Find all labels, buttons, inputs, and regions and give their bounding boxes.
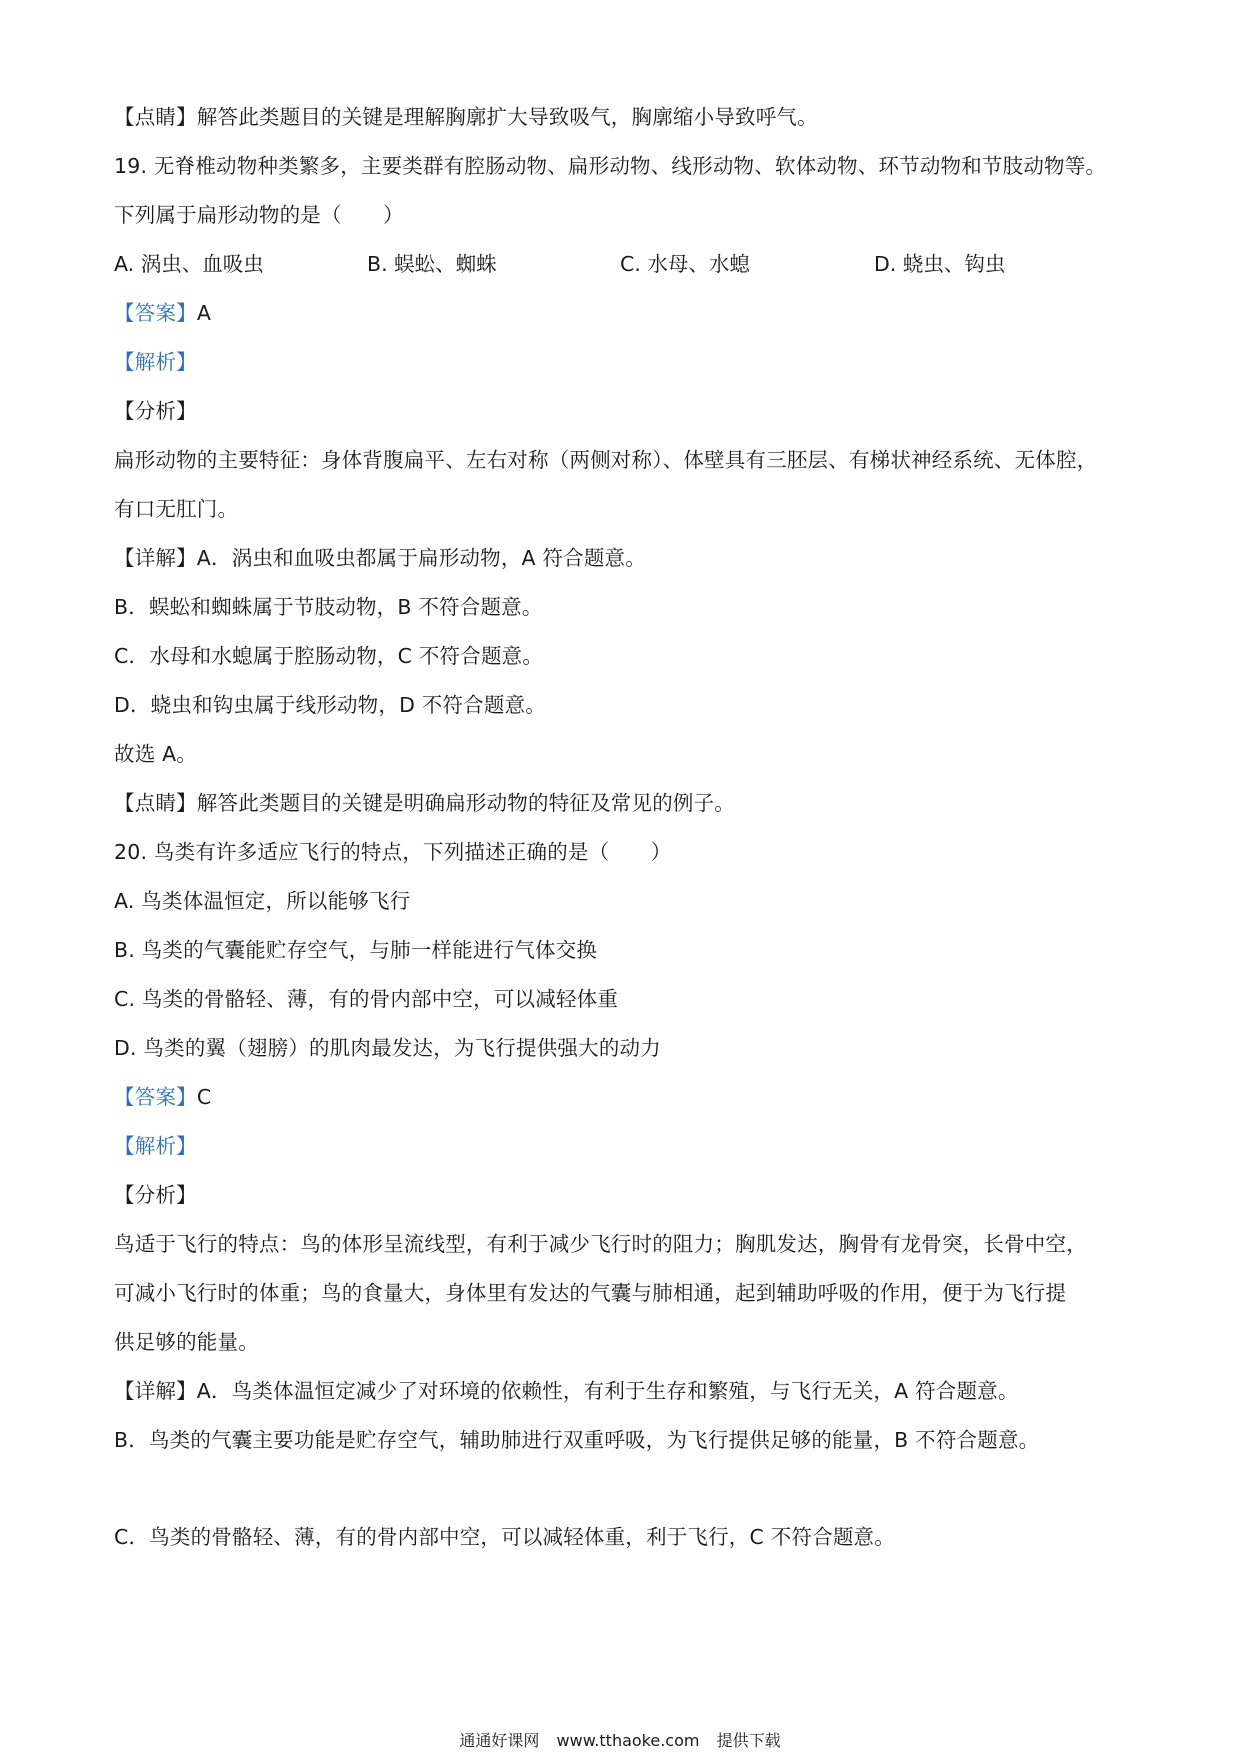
q20-fenxi-tag: 【分析】 [114, 1183, 197, 1207]
page-footer [0, 1730, 1240, 1752]
footer-site-name: 通通好课网 [459, 1731, 540, 1750]
dianjing-prev: 【点睛】解答此类题目的关键是理解胸廓扩大导致吸气，胸廓缩小导致呼气。 [114, 105, 818, 129]
q19-analysis-line2: 有口无肛门。 [114, 497, 239, 521]
q19-analysis-line1: 扁形动物的主要特征：身体背腹扁平、左右对称（两侧对称）、体壁具有三胚层、有梯状神经系统、无体腔， [114, 448, 1098, 472]
q19-detail-a: 【详解】A．涡虫和血吸虫都属于扁形动物，A 符合题意。 [114, 546, 646, 570]
q19-conclusion: 故选 A。 [114, 742, 198, 766]
q19-answer [114, 299, 211, 327]
q20-option-b: B. 鸟类的气囊能贮存空气，与肺一样能进行气体交换 [114, 938, 598, 962]
q19-fenxi-tag: 【分析】 [114, 399, 197, 423]
answer-tag: 【答案】 [114, 1085, 197, 1109]
q20-option-a: A. 鸟类体温恒定，所以能够飞行 [114, 889, 411, 913]
q19-option-b: B. 蜈蚣、蜘蛛 [367, 252, 497, 276]
q19-dianjing: 【点睛】解答此类题目的关键是明确扁形动物的特征及常见的例子。 [114, 791, 735, 815]
footer-url[interactable]: www.tthaoke.com [556, 1731, 700, 1750]
answer-value: C [196, 1085, 212, 1109]
q19-detail-b: B．蜈蚣和蜘蛛属于节肢动物，B 不符合题意。 [114, 595, 543, 619]
q19-option-d: D. 蛲虫、钩虫 [874, 252, 1006, 276]
q20-analysis-line2: 可减小飞行时的体重；鸟的食量大，身体里有发达的气囊与肺相通，起到辅助呼吸的作用，便于为飞行提 [114, 1281, 1067, 1305]
q19-detail-d: D．蛲虫和钩虫属于线形动物，D 不符合题意。 [114, 693, 546, 717]
q20-detail-b: B．鸟类的气囊主要功能是贮存空气，辅助肺进行双重呼吸，为飞行提供足够的能量，B 不符合题意。 [114, 1428, 1040, 1452]
q20-answer [114, 1083, 211, 1111]
footer-note: 提供下载 [716, 1731, 781, 1750]
q19-jiexi-tag: 【解析】 [114, 350, 197, 374]
q20-analysis-line1: 鸟适于飞行的特点：鸟的体形呈流线型，有利于减少飞行时的阻力；胸肌发达，胸骨有龙骨突，长骨中空， [114, 1232, 1087, 1256]
q19-detail-c: C．水母和水螅属于腔肠动物，C 不符合题意。 [114, 644, 544, 668]
answer-tag: 【答案】 [114, 301, 197, 325]
q20-detail-a: 【详解】A．鸟类体温恒定减少了对环境的依赖性，有利于生存和繁殖，与飞行无关，A 符合题意。 [114, 1379, 1019, 1403]
q19-option-a: A. 涡虫、血吸虫 [114, 252, 264, 276]
q19-stem-line2: 下列属于扁形动物的是（ ） [114, 203, 404, 227]
q19-option-c: C. 水母、水螅 [620, 252, 750, 276]
q20-option-d: D. 鸟类的翼（翅膀）的肌肉最发达，为飞行提供强大的动力 [114, 1036, 661, 1060]
q20-stem: 20. 鸟类有许多适应飞行的特点，下列描述正确的是（ ） [114, 840, 672, 864]
q20-analysis-line3: 供足够的能量。 [114, 1330, 259, 1354]
q20-detail-c: C．鸟类的骨骼轻、薄，有的骨内部中空，可以减轻体重，利于飞行，C 不符合题意。 [114, 1525, 895, 1549]
q19-stem-line1: 19. 无脊椎动物种类繁多，主要类群有腔肠动物、扁形动物、线形动物、软体动物、环节动物和节肢动物等。 [114, 154, 1107, 178]
q20-jiexi-tag: 【解析】 [114, 1134, 197, 1158]
q20-option-c: C. 鸟类的骨骼轻、薄，有的骨内部中空，可以减轻体重 [114, 987, 619, 1011]
answer-value: A [196, 301, 212, 325]
